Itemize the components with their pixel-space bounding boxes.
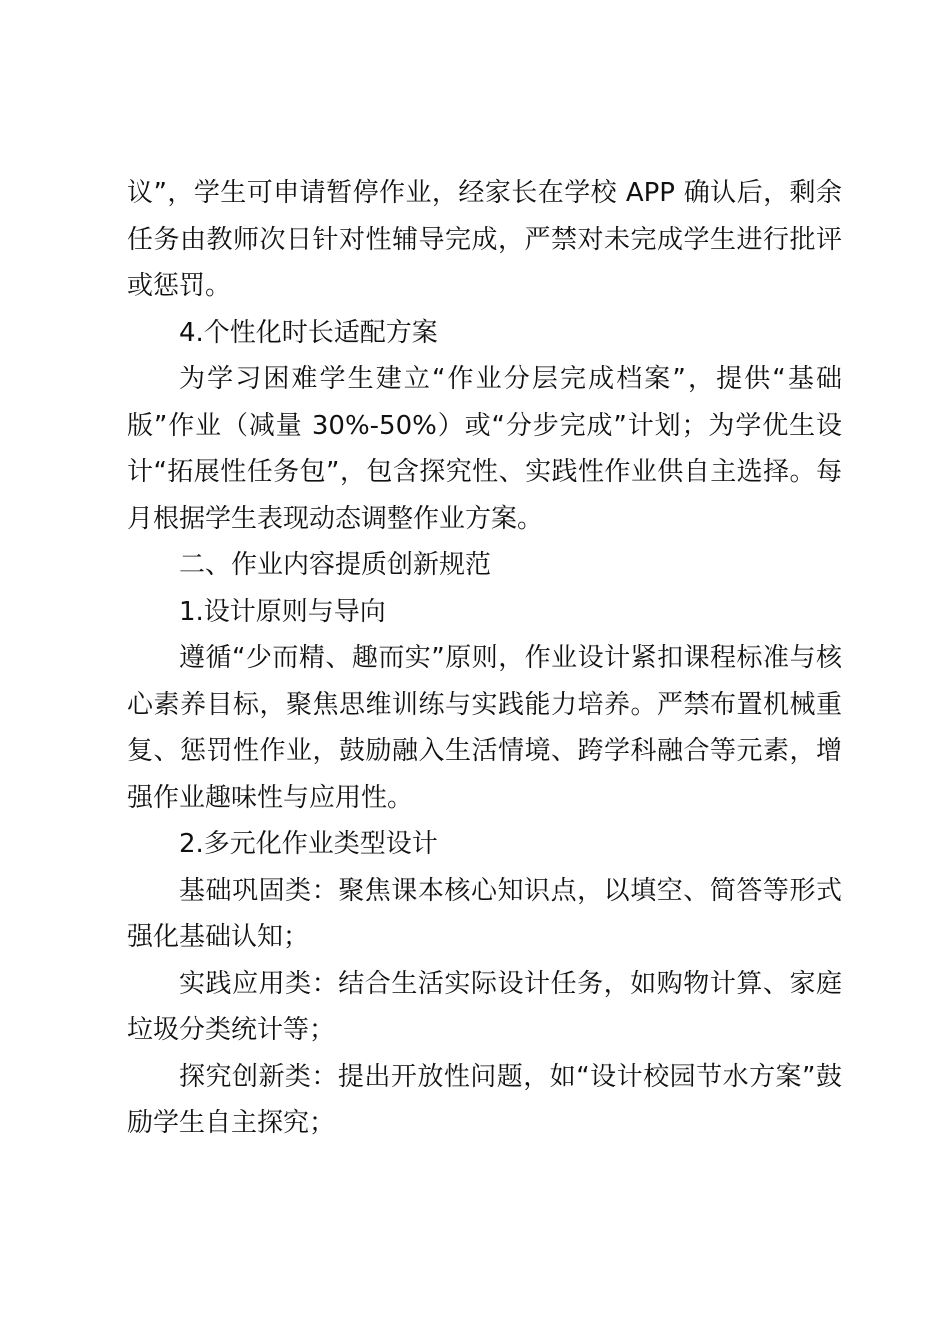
heading-personalized-duration: 4.个性化时长适配方案 — [179, 317, 438, 348]
paragraph-exploration-innovation: 探究创新类：提出开放性问题，如“设计校园节水方案”鼓励学生自主探究； — [127, 1061, 842, 1138]
paragraph-continuation: 议”，学生可申请暂停作业，经家长在学校 APP 确认后，剩余任务由教师次日针对性辅导完成，严禁对未完成学生进行批评或惩罚。 — [127, 178, 842, 301]
section-heading-content-quality: 二、作业内容提质创新规范 — [179, 550, 492, 580]
heading-diverse-types: 2.多元化作业类型设计 — [179, 829, 438, 859]
paragraph-tiered-homework: 为学习困难学生建立“作业分层完成档案”，提供“基础版”作业（减量 30%-50%）或“分步完成”计划；为学优生设计“拓展性任务包”，包含探究性、实践性作业供自主选择。每月根据学生表现动态调整作业方案。 — [127, 364, 842, 534]
heading-design-principles: 1.设计原则与导向 — [179, 596, 386, 627]
paragraph-design-principles: 遵循“少而精、趣而实”原则，作业设计紧扣课程标准与核心素养目标，聚焦思维训练与实践能力培养。严禁布置机械重复、惩罚性作业，鼓励融入生活情境、跨学科融合等元素，增强作业趣味性与应用性。 — [127, 643, 842, 813]
document-body — [127, 170, 842, 1147]
paragraph-basic-consolidation: 基础巩固类：聚焦课本核心知识点，以填空、简答等形式强化基础认知； — [127, 875, 842, 952]
paragraph-practical-application: 实践应用类：结合生活实际设计任务，如购物计算、家庭垃圾分类统计等； — [127, 968, 842, 1045]
